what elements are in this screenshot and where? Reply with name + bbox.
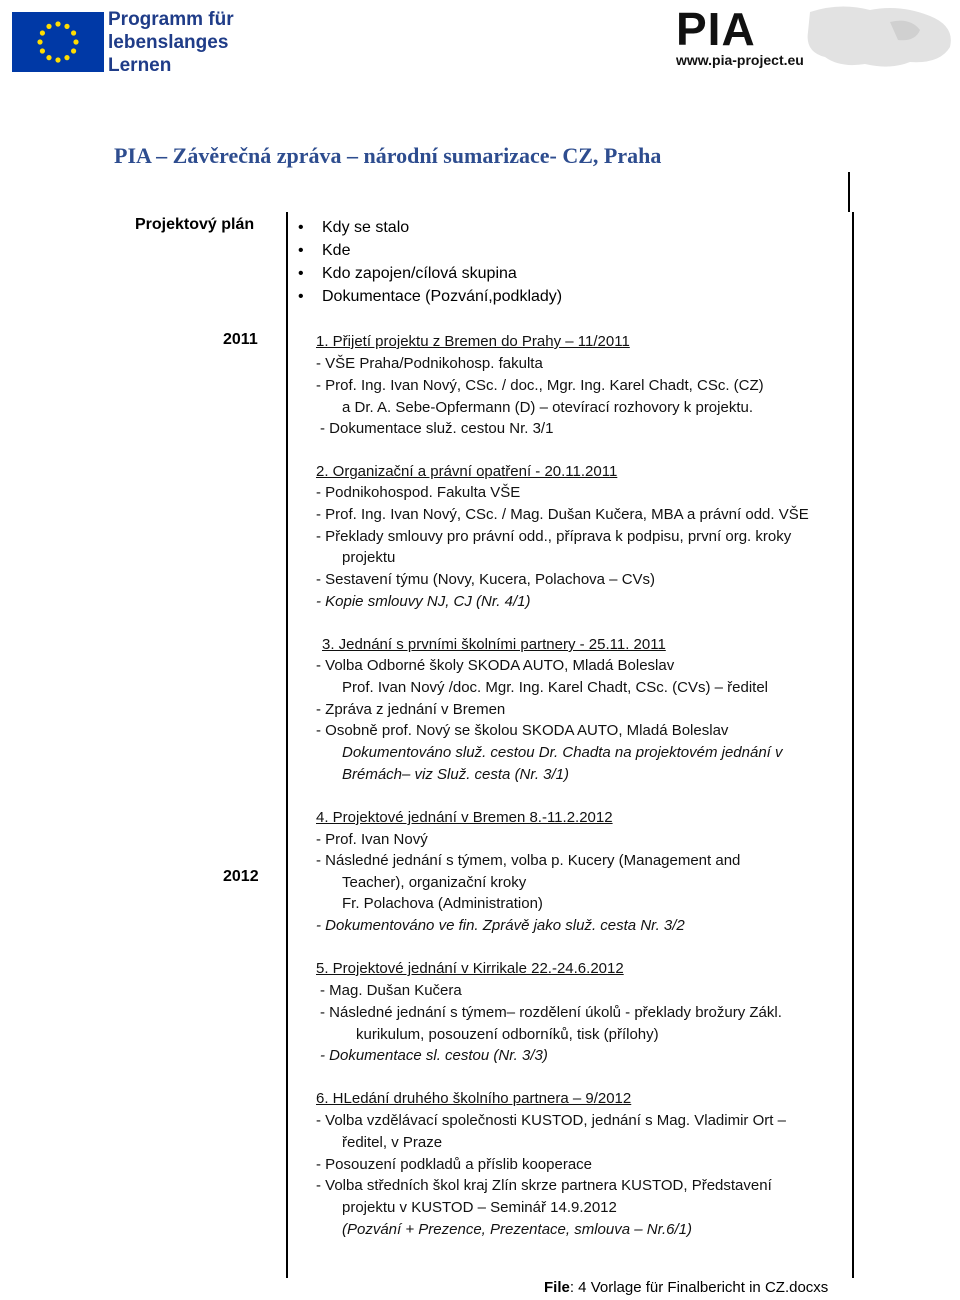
footer-value: : 4 Vorlage für Finalbericht in CZ.docxs [569, 1279, 829, 1296]
pia-logo: PIA [676, 3, 756, 55]
content-line: 4. Projektové jednání v Bremen 8.-11.2.2012 [316, 809, 613, 826]
content-line: - Dokumentováno ve fin. Zprávě jako služ. cesta Nr. 3/2 [316, 917, 685, 934]
content-line: 1. Přijetí projektu z Bremen do Prahy – 11/2011 [316, 333, 630, 350]
content-line: - Volba vzdělávací společnosti KUSTOD, jednání s Mag. Vladimir Ort – [316, 1112, 786, 1129]
year-label: 2011 [223, 331, 258, 348]
content-line: projektu [342, 549, 396, 566]
content-line: - VŠE Praha/Podnikohosp. fakulta [316, 355, 543, 372]
content-line: - Podnikohospod. Fakulta VŠE [316, 484, 521, 501]
content-line: - Následné jednání s týmem, volba p. Kucery (Management and [316, 852, 741, 869]
content-line: Fr. Polachova (Administration) [342, 895, 543, 912]
pia-url: www.pia-project.eu [676, 52, 804, 68]
content-line: - Prof. Ivan Nový [316, 831, 428, 848]
content-line: - Následné jednání s týmem– rozdělení úkolů - překlady brožury Zákl. [320, 1004, 782, 1021]
year-label: 2012 [223, 868, 259, 885]
content-line: - Zpráva z jednání v Bremen [316, 701, 506, 718]
program-line: Lernen [108, 55, 172, 76]
content-line: 2. Organizační a právní opatření - 20.11.2011 [316, 463, 618, 480]
content-line: kurikulum, posouzení odborníků, tisk (přílohy) [356, 1026, 659, 1043]
plan-bullet: • Kdo zapojen/cílová skupina [292, 262, 562, 285]
content-line: 6. HLedání druhého školního partnera – 9/2012 [316, 1090, 632, 1107]
content-line: a Dr. A. Sebe-Opfermann (D) – otevírací rozhovory k projektu. [342, 399, 754, 416]
plan-label: Projektový plán [135, 216, 255, 233]
content-line: Dokumentováno služ. cestou Dr. Chadta na projektovém jednání v [342, 744, 783, 761]
program-line: Programm für [108, 9, 234, 30]
plan-bullet: • Kde [292, 239, 562, 262]
content-line: 5. Projektové jednání v Kirrikale 22.-24.6.2012 [316, 960, 624, 977]
document-title: PIA – Závěrečná zpráva – národní sumarizace- CZ, Praha [114, 143, 662, 168]
content-line: - Překlady smlouvy pro právní odd., příprava k podpisu, první org. kroky [316, 528, 792, 545]
content-line: - Volba Odborné školy SKODA AUTO, Mladá Boleslav [316, 657, 675, 674]
content-line: - Posouzení podkladů a příslib kooperace [316, 1156, 593, 1173]
footer-filename [544, 1279, 828, 1296]
content-line: - Volba středních škol kraj Zlín skrze partnera KUSTOD, Představení [316, 1177, 772, 1194]
content-line: Teacher), organizační kroky [342, 874, 527, 891]
content-line: - Prof. Ing. Ivan Nový, CSc. / Mag. Dušan Kučera, MBA a právní odd. VŠE [316, 506, 809, 523]
content-line: 3. Jednání s prvními školními partnery - 25.11. 2011 [322, 636, 666, 653]
content-line: - Prof. Ing. Ivan Nový, CSc. / doc., Mgr. Ing. Karel Chadt, CSc. (CZ) [316, 377, 764, 394]
content-line: Brémách– viz Služ. cesta (Nr. 3/1) [342, 766, 570, 783]
footer-label: File [544, 1279, 570, 1296]
content-line: - Osobně prof. Nový se školou SKODA AUTO, Mladá Boleslav [316, 722, 729, 739]
content-line: - Mag. Dušan Kučera [320, 982, 462, 999]
content-line: (Pozvání + Prezence, Prezentace, smlouva – Nr.6/1) [342, 1221, 693, 1238]
content-line: - Dokumentace sl. cestou (Nr. 3/3) [320, 1047, 548, 1064]
program-line: lebenslanges [108, 32, 229, 53]
plan-bullet: • Dokumentace (Pozvání,podklady) [292, 285, 562, 308]
content-line: - Dokumentace služ. cestou Nr. 3/1 [320, 420, 554, 437]
content-line: - Kopie smlouvy NJ, CJ (Nr. 4/1) [316, 593, 531, 610]
content-line: - Sestavení týmu (Novy, Kucera, Polachova – CVs) [316, 571, 656, 588]
content-line: Prof. Ivan Nový /doc. Mgr. Ing. Karel Chadt, CSc. (CVs) – ředitel [342, 679, 768, 696]
content-line: ředitel, v Praze [342, 1134, 443, 1151]
plan-bullet: • Kdy se stalo [292, 216, 562, 239]
content-line: projektu v KUSTOD – Seminář 14.9.2012 [342, 1199, 617, 1216]
